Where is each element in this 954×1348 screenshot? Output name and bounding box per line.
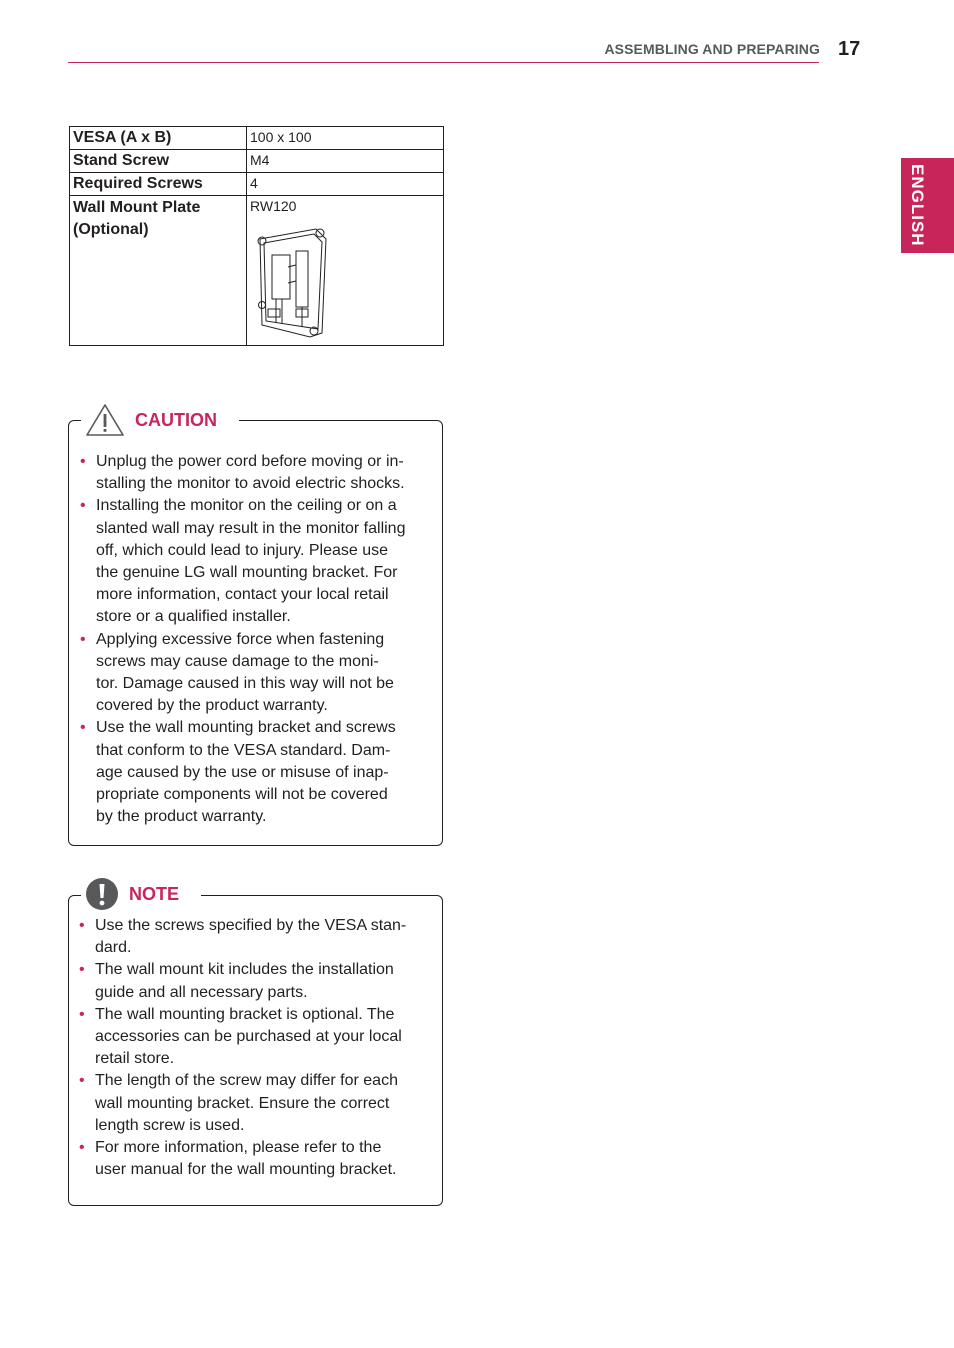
spec-label: Stand Screw [70,150,247,173]
language-tab [901,158,954,253]
spec-value: RW120 [250,198,297,214]
spec-value: 4 [247,173,444,196]
list-item: • Unplug the power cord before moving or in- stalling the monitor to avoid electric shocks. [70,451,430,495]
list-item: • Use the screws specified by the VESA stan- dard. [69,915,429,959]
exclamation-circle-icon [85,877,119,911]
table-row [70,127,444,150]
spec-label: Wall Mount Plate (Optional) [70,196,247,346]
spec-value: M4 [247,150,444,173]
warning-triangle-icon [85,403,125,437]
spec-label: VESA (A x B) [70,127,247,150]
note-box [68,883,443,1206]
caution-list [70,451,430,828]
caution-title: CAUTION [135,409,217,430]
table-row [70,196,444,346]
list-item: • The wall mounting bracket is optional. The accessories can be purchased at your local retail store. [69,1004,429,1071]
table-row [70,173,444,196]
spec-label: Required Screws [70,173,247,196]
caution-box [68,409,443,846]
list-item: • Use the wall mounting bracket and screws that conform to the VESA standard. Dam- age caused by the use or misuse of inap- propriate components will not be covered by the product warranty. [70,717,430,828]
language-tab-label: ENGLISH [908,164,927,247]
list-item: • Applying excessive force when fastening screws may cause damage to the moni- tor. Damage caused in this way will not be covered by the product warranty. [70,629,430,718]
table-row [70,150,444,173]
caution-header [81,405,239,435]
page-number: 17 [838,38,861,60]
section-title: ASSEMBLING AND PREPARING [604,41,820,57]
spec-value-cell [247,196,444,346]
spec-table [69,126,444,346]
note-list [69,915,429,1181]
note-title: NOTE [129,883,180,904]
header-rule [68,62,819,63]
list-item: • The length of the screw may differ for each wall mounting bracket. Ensure the correct length screw is used. [69,1070,429,1137]
list-item: • The wall mount kit includes the installation guide and all necessary parts. [69,959,429,1003]
spec-value: 100 x 100 [247,127,444,150]
note-header [81,879,201,909]
list-item: • For more information, please refer to the user manual for the wall mounting bracket. [69,1137,429,1181]
wall-mount-plate-image [252,225,332,340]
list-item: • Installing the monitor on the ceiling or on a slanted wall may result in the monitor falling off, which could lead to injury. Please use the genuine LG wall mounting bracket. For more information, contact your local retail store or a qualified installer. [70,495,430,628]
